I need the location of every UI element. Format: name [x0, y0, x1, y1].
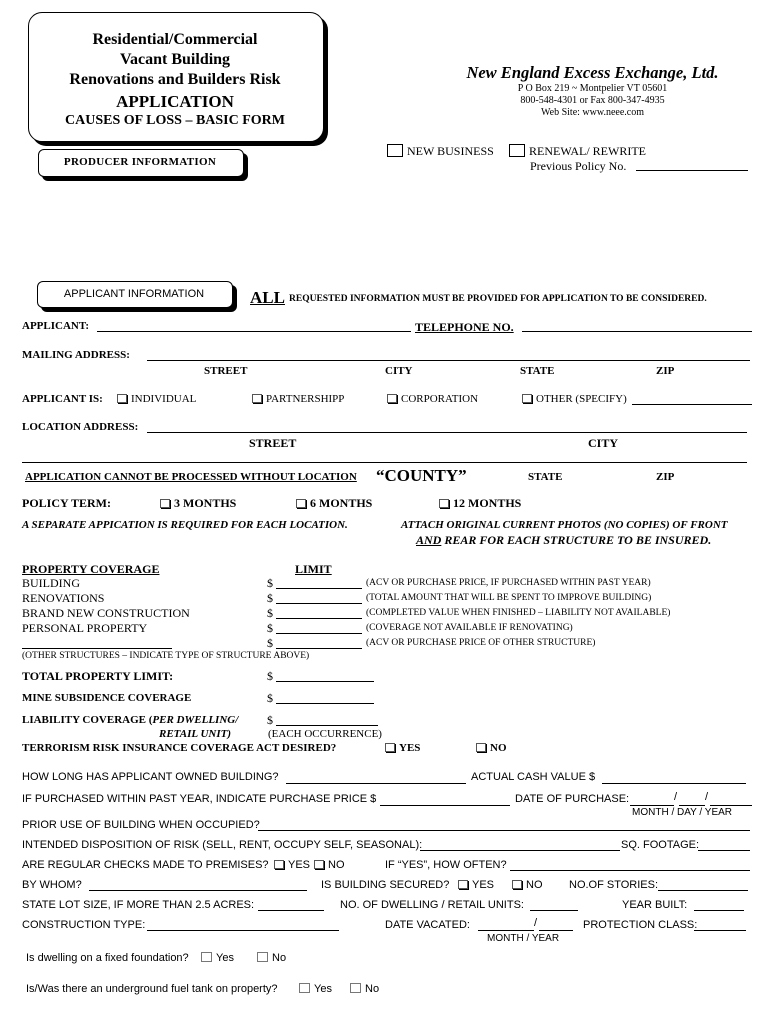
dwelling-units-label: NO. OF DWELLING / RETAIL UNITS: [340, 899, 524, 911]
purchase-price-field[interactable] [380, 793, 510, 806]
term-6-checkbox[interactable] [296, 499, 306, 508]
mailing-address-label: MAILING ADDRESS: [22, 349, 130, 361]
location-county-line[interactable] [22, 462, 747, 463]
term-3-months[interactable]: 3 MONTHS [158, 496, 236, 511]
foundation-yes-checkbox[interactable] [201, 952, 212, 962]
company-address: P O Box 219 ~ Montpelier VT 05601 [517, 83, 668, 94]
secured-no[interactable]: NO [510, 879, 543, 891]
purchase-day-field[interactable] [679, 793, 705, 806]
location-address-field[interactable] [147, 420, 747, 433]
individual-checkbox[interactable] [117, 394, 127, 403]
fuel-tank-yes-checkbox[interactable] [299, 983, 310, 993]
application-title: APPLICATION [116, 92, 234, 111]
regular-checks-label: ARE REGULAR CHECKS MADE TO PREMISES? [22, 859, 269, 871]
title-line-3: Renovations and Builders Risk [69, 71, 281, 88]
all-emphasis: ALL [250, 288, 285, 307]
company-website: Web Site: www.neee.com [541, 107, 644, 118]
checks-yes-checkbox[interactable] [274, 860, 284, 869]
other-structures-note: (OTHER STRUCTURES – INDICATE TYPE OF STRUCTURE ABOVE) [22, 651, 310, 661]
coverage-label-renovations: RENOVATIONS [22, 591, 105, 605]
cannot-process-notice: APPLICATION CANNOT BE PROCESSED WITHOUT LOCATION [25, 471, 357, 483]
location-city-caption: CITY [588, 436, 619, 450]
coverage-label-new-construction: BRAND NEW CONSTRUCTION [22, 606, 190, 620]
fuel-tank-no-checkbox[interactable] [350, 983, 361, 993]
checks-no[interactable]: NO [312, 859, 345, 871]
building-secured-label: IS BUILDING SECURED? [321, 879, 450, 891]
by-whom-label: BY WHOM? [22, 879, 82, 891]
terrorism-yes[interactable]: YES [383, 742, 420, 754]
date-vacated-label: DATE VACATED: [385, 919, 470, 931]
dollar-sign: $ [267, 691, 273, 705]
sq-footage-label: SQ. FOOTAGE: [621, 839, 700, 851]
terrorism-no[interactable]: NO [474, 742, 507, 754]
dollar-sign: $ [267, 621, 273, 635]
new-business-checkbox[interactable] [387, 144, 403, 157]
prior-use-field[interactable] [258, 818, 750, 831]
limit-heading: LIMIT [295, 562, 332, 576]
corporation-checkbox[interactable] [387, 394, 397, 403]
date-slash: / [705, 791, 709, 803]
liability-coverage-label: LIABILITY COVERAGE (PER DWELLING/ [22, 714, 239, 726]
applicant-label: APPLICANT: [22, 320, 90, 332]
coverage-note-other-structure: (ACV OR PURCHASE PRICE OF OTHER STRUCTURE) [366, 638, 596, 648]
liability-coverage-field[interactable] [276, 713, 378, 726]
dollar-sign: $ [267, 591, 273, 605]
lot-size-field[interactable] [258, 898, 324, 911]
purchase-price-label: IF PURCHASED WITHIN PAST YEAR, INDICATE PURCHASE PRICE $ [22, 793, 377, 805]
renewal-option[interactable]: RENEWAL/ REWRITE [509, 144, 646, 159]
other-checkbox[interactable] [522, 394, 532, 403]
owned-how-long-field[interactable] [286, 771, 466, 784]
telephone-field[interactable] [522, 319, 752, 332]
dollar-sign: $ [267, 606, 273, 620]
location-zip-caption: ZIP [656, 471, 675, 483]
new-business-option[interactable]: NEW BUSINESS [387, 144, 494, 159]
stories-field[interactable] [658, 878, 748, 891]
fixed-foundation-label: Is dwelling on a fixed foundation? [26, 952, 189, 964]
county-emphasis: “COUNTY” [376, 466, 467, 485]
dwelling-units-field[interactable] [530, 898, 578, 911]
location-state-caption: STATE [528, 471, 563, 483]
applicant-type-corporation[interactable]: CORPORATION [385, 393, 478, 405]
construction-type-field[interactable] [147, 918, 339, 931]
terrorism-no-checkbox[interactable] [476, 743, 486, 752]
fuel-tank-label: Is/Was there an underground fuel tank on property? [26, 983, 278, 995]
secured-yes[interactable]: YES [456, 879, 494, 891]
lot-size-label: STATE LOT SIZE, IF MORE THAN 2.5 ACRES: [22, 899, 255, 911]
coverage-note-renovations: (TOTAL AMOUNT THAT WILL BE SPENT TO IMPROVE BUILDING) [366, 593, 652, 603]
checks-no-checkbox[interactable] [314, 860, 324, 869]
personal-property-limit-field[interactable] [276, 621, 362, 634]
how-often-label: IF “YES”, HOW OFTEN? [385, 859, 507, 871]
purchase-year-field[interactable] [710, 793, 752, 806]
new-construction-limit-field[interactable] [276, 606, 362, 619]
foundation-no-checkbox[interactable] [257, 952, 268, 962]
partnership-checkbox[interactable] [252, 394, 262, 403]
applicant-field[interactable] [97, 319, 411, 332]
fuel-tank-no[interactable]: No [350, 983, 379, 995]
checks-yes[interactable]: YES [272, 859, 310, 871]
date-slash: / [674, 791, 678, 803]
coverage-note-building: (ACV OR PURCHASE PRICE, IF PURCHASED WITHIN PAST YEAR) [366, 578, 651, 588]
other-structure-type-field[interactable] [22, 636, 172, 649]
stories-label: NO.OF STORIES: [569, 879, 659, 891]
dollar-sign: $ [267, 669, 273, 683]
protection-class-field[interactable] [694, 918, 746, 931]
each-occurrence-caption: (EACH OCCURRENCE) [268, 728, 382, 740]
attach-photos-line-2: AND REAR FOR EACH STRUCTURE TO BE INSURED. [416, 533, 712, 547]
foundation-yes[interactable]: Yes [201, 952, 234, 964]
retail-unit-label: RETAIL UNIT) [159, 728, 232, 740]
total-property-limit-field[interactable] [276, 669, 374, 682]
mailing-street-caption: STREET [204, 365, 248, 377]
intended-disposition-label: INTENDED DISPOSITION OF RISK (SELL, RENT, OCCUPY SELF, SEASONAL): [22, 839, 423, 851]
dollar-sign: $ [267, 576, 273, 590]
owned-how-long-label: HOW LONG HAS APPLICANT OWNED BUILDING? [22, 771, 279, 783]
secured-yes-checkbox[interactable] [458, 880, 468, 889]
mailing-city-caption: CITY [385, 365, 413, 377]
mine-subsidence-label: MINE SUBSIDENCE COVERAGE [22, 692, 192, 704]
mailing-address-field[interactable] [147, 348, 750, 361]
location-address-label: LOCATION ADDRESS: [22, 421, 139, 433]
terrorism-label: TERRORISM RISK INSURANCE COVERAGE ACT DESIRED? [22, 742, 337, 754]
term-6-months[interactable]: 6 MONTHS [294, 496, 372, 511]
company-name: New England Excess Exchange, Ltd. [466, 63, 719, 82]
mine-subsidence-field[interactable] [276, 691, 374, 704]
previous-policy-field[interactable] [636, 158, 748, 171]
actual-cash-value-label: ACTUAL CASH VALUE $ [471, 771, 596, 783]
separate-application-notice: A SEPARATE APPICATION IS REQUIRED FOR EACH LOCATION. [22, 519, 348, 531]
producer-info-label: PRODUCER INFORMATION [63, 156, 217, 168]
purchase-month-field[interactable] [630, 793, 674, 806]
construction-type-label: CONSTRUCTION TYPE: [22, 919, 146, 931]
coverage-note-new-construction: (COMPLETED VALUE WHEN FINISHED – LIABILITY NOT AVAILABLE) [366, 608, 671, 618]
year-built-label: YEAR BUILT: [622, 899, 688, 911]
how-often-field[interactable] [510, 858, 750, 871]
date-slash: / [534, 917, 538, 929]
other-structure-limit-field[interactable] [276, 636, 362, 649]
by-whom-field[interactable] [89, 878, 307, 891]
mailing-zip-caption: ZIP [656, 365, 675, 377]
total-property-limit-label: TOTAL PROPERTY LIMIT: [22, 669, 174, 683]
causes-of-loss: CAUSES OF LOSS – BASIC FORM [64, 113, 286, 128]
renovations-limit-field[interactable] [276, 591, 362, 604]
coverage-note-personal-property: (COVERAGE NOT AVAILABLE IF RENOVATING) [366, 623, 573, 633]
location-street-caption: STREET [249, 436, 297, 450]
building-limit-field[interactable] [276, 576, 362, 589]
month-year-caption: MONTH / YEAR [487, 933, 560, 944]
vacated-month-field[interactable] [478, 918, 534, 931]
prior-use-label: PRIOR USE OF BUILDING WHEN OCCUPIED? [22, 819, 260, 831]
applicant-type-individual[interactable]: INDIVIDUAL [115, 393, 196, 405]
title-line-1: Residential/Commercial [92, 31, 258, 48]
year-built-field[interactable] [694, 898, 744, 911]
previous-policy-label: Previous Policy No. [530, 159, 627, 173]
sq-footage-field[interactable] [698, 838, 750, 851]
title-line-2: Vacant Building [119, 51, 231, 68]
foundation-no[interactable]: No [257, 952, 286, 964]
mailing-state-caption: STATE [520, 365, 555, 377]
property-coverage-heading: PROPERTY COVERAGE [22, 562, 160, 576]
attach-photos-line-1: ATTACH ORIGINAL CURRENT PHOTOS (NO COPIES) OF FRONT [401, 519, 728, 531]
terrorism-yes-checkbox[interactable] [385, 743, 395, 752]
term-12-months[interactable]: 12 MONTHS [437, 496, 521, 511]
term-3-checkbox[interactable] [160, 499, 170, 508]
dollar-sign: $ [267, 636, 273, 650]
telephone-label: TELEPHONE NO. [415, 320, 514, 334]
company-phone: 800-548-4301 or Fax 800-347-4935 [520, 95, 665, 106]
requested-info-notice: REQUESTED INFORMATION MUST BE PROVIDED FOR APPLICATION TO BE CONSIDERED. [289, 294, 707, 304]
date-of-purchase-label: DATE OF PURCHASE: [515, 793, 630, 805]
applicant-info-label: APPLICANT INFORMATION [63, 288, 205, 300]
term-12-checkbox[interactable] [439, 499, 449, 508]
actual-cash-value-field[interactable] [602, 771, 746, 784]
protection-class-label: PROTECTION CLASS: [583, 919, 698, 931]
vacated-year-field[interactable] [539, 918, 573, 931]
policy-term-label: POLICY TERM: [22, 496, 112, 510]
dollar-sign: $ [267, 713, 273, 727]
renewal-checkbox[interactable] [509, 144, 525, 157]
month-day-year-caption: MONTH / DAY / YEAR [632, 807, 733, 818]
intended-disposition-field[interactable] [420, 838, 620, 851]
coverage-label-personal-property: PERSONAL PROPERTY [22, 621, 148, 635]
fuel-tank-yes[interactable]: Yes [299, 983, 332, 995]
applicant-is-label: APPLICANT IS: [22, 393, 103, 405]
applicant-type-partnership[interactable]: PARTNERSHIPP [250, 393, 344, 405]
applicant-type-other[interactable]: OTHER (SPECIFY) [520, 393, 627, 405]
other-specify-field[interactable] [632, 392, 752, 405]
secured-no-checkbox[interactable] [512, 880, 522, 889]
coverage-label-building: BUILDING [22, 576, 80, 590]
